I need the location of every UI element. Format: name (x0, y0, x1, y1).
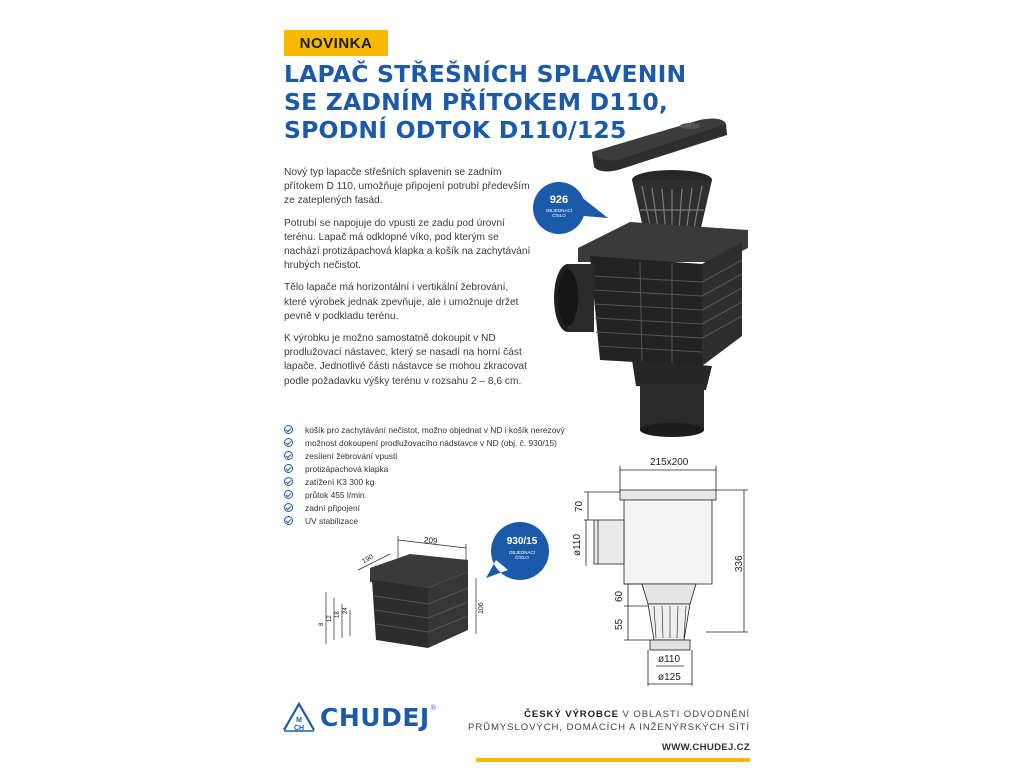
dim-total-height-label: 336 (734, 555, 745, 572)
feature-text: možnost dokoupení prodlužovacího nádstavce v ND (obj. č. 930/15) (305, 437, 557, 448)
logo-name: CHUDEJ (320, 702, 430, 732)
ext-step-label-1: 8 (319, 622, 325, 626)
paragraph-4: K výrobku je možno samostatně dokoupit v ND prodlužovací nástavec, který se nasadí na horní část lapače. Jednotlivé části nástavce se mohou zkracovat podle požadavku výšky terénu v rozsahu 2 – 8,6 cm. (284, 333, 527, 387)
tagline-line-1 (468, 708, 750, 721)
technical-drawing (584, 466, 748, 686)
new-badge: NOVINKA (284, 30, 388, 56)
feature-text: zesílení žebrování vpusti (305, 450, 398, 461)
trap-body-image (554, 222, 748, 437)
bubble-label-2: ČÍSLO (515, 555, 529, 560)
company-tagline (468, 708, 750, 734)
dim-55-label: 55 (614, 618, 625, 630)
feature-text: zatížení K3 300 kg (305, 476, 375, 487)
feature-text: průtok 455 l/min. (305, 489, 367, 500)
lid-image (592, 119, 727, 172)
extension-image (326, 536, 476, 648)
dim-outlet-inner-label: ø110 (658, 654, 681, 665)
feature-text: UV stabilizace (305, 515, 359, 526)
ext-step-label-3: 18 (335, 611, 341, 618)
bubble-number: 930/15 (506, 536, 538, 547)
ext-step-label-2: 12 (327, 615, 333, 622)
title-line-1: LAPAČ STŘEŠNÍCH SPLAVENIN (284, 60, 687, 88)
feature-text: zadní připojení (305, 502, 360, 513)
tagline-bold: ČESKÝ VÝROBCE (524, 709, 619, 720)
bubble-label: OBJEDNACÍ (545, 208, 573, 213)
website-url[interactable]: WWW.CHUDEJ.CZ (661, 742, 750, 753)
bubble-label-2: ČÍSLO (552, 213, 566, 218)
paragraph-3: Tělo lapače má horizontální i vertikální žebrování, které výrobek jednak zpevňuje, ale i umožnuje držet pevně v podkladu terénu. (284, 282, 519, 322)
order-number-bubble-main (532, 180, 586, 234)
dim-inlet-dia-label: ø110 (572, 533, 583, 556)
dim-outlet-outer-label: ø125 (658, 672, 681, 683)
dim-inlet-height-label: 70 (574, 500, 585, 512)
paragraph-2: Potrubí se napojuje do vpusti ze zadu pod úrovní terénu. Lapač má odklopné víko, pod kterým se nachází protizápachová klapka a košík na zachytávání hrubých nečistot. (284, 217, 531, 272)
tagline-line-2: PRŮMYSLOVÝCH, DOMÁCÍCH A INŽENÝRSKÝCH SÍTÍ (468, 722, 750, 733)
bubble-number: 926 (549, 194, 569, 206)
svg-text:CH: CH (293, 725, 305, 732)
company-logo (282, 700, 436, 734)
ext-width-label: 209 (423, 535, 438, 546)
feature-text: košík pro zachytávání nečistot, možno objednat v ND i košík nerezový (305, 424, 565, 435)
ext-height-label: 106 (478, 602, 485, 614)
tagline-rest: V OBLASTI ODVODNĚNÍ (618, 709, 750, 720)
mch-logo-icon (282, 700, 316, 734)
feature-text: protizápachová klapka (305, 463, 389, 474)
svg-text:M: M (296, 717, 302, 724)
title-line-2: SE ZADNÍM PŘÍTOKEM D110, (284, 88, 669, 116)
order-number-bubble-extension (492, 520, 552, 580)
ext-step-label-4: 24 (343, 607, 349, 614)
bubble-label: OBJEDNACÍ (508, 550, 536, 555)
paragraph-1: Nový typ lapacče střešních splavenin se zadním přítokem D 110, umožňuje připojení potrubí především ze zateplených fasád. (284, 167, 530, 207)
registered-mark: ® (430, 704, 436, 712)
title-line-3: SPODNÍ ODTOK D110/125 (284, 116, 627, 144)
website-underline-bar (476, 758, 750, 762)
dim-top-label: 215x200 (650, 457, 689, 468)
dim-60-label: 60 (614, 590, 625, 602)
ext-depth-label: 190 (361, 553, 375, 566)
